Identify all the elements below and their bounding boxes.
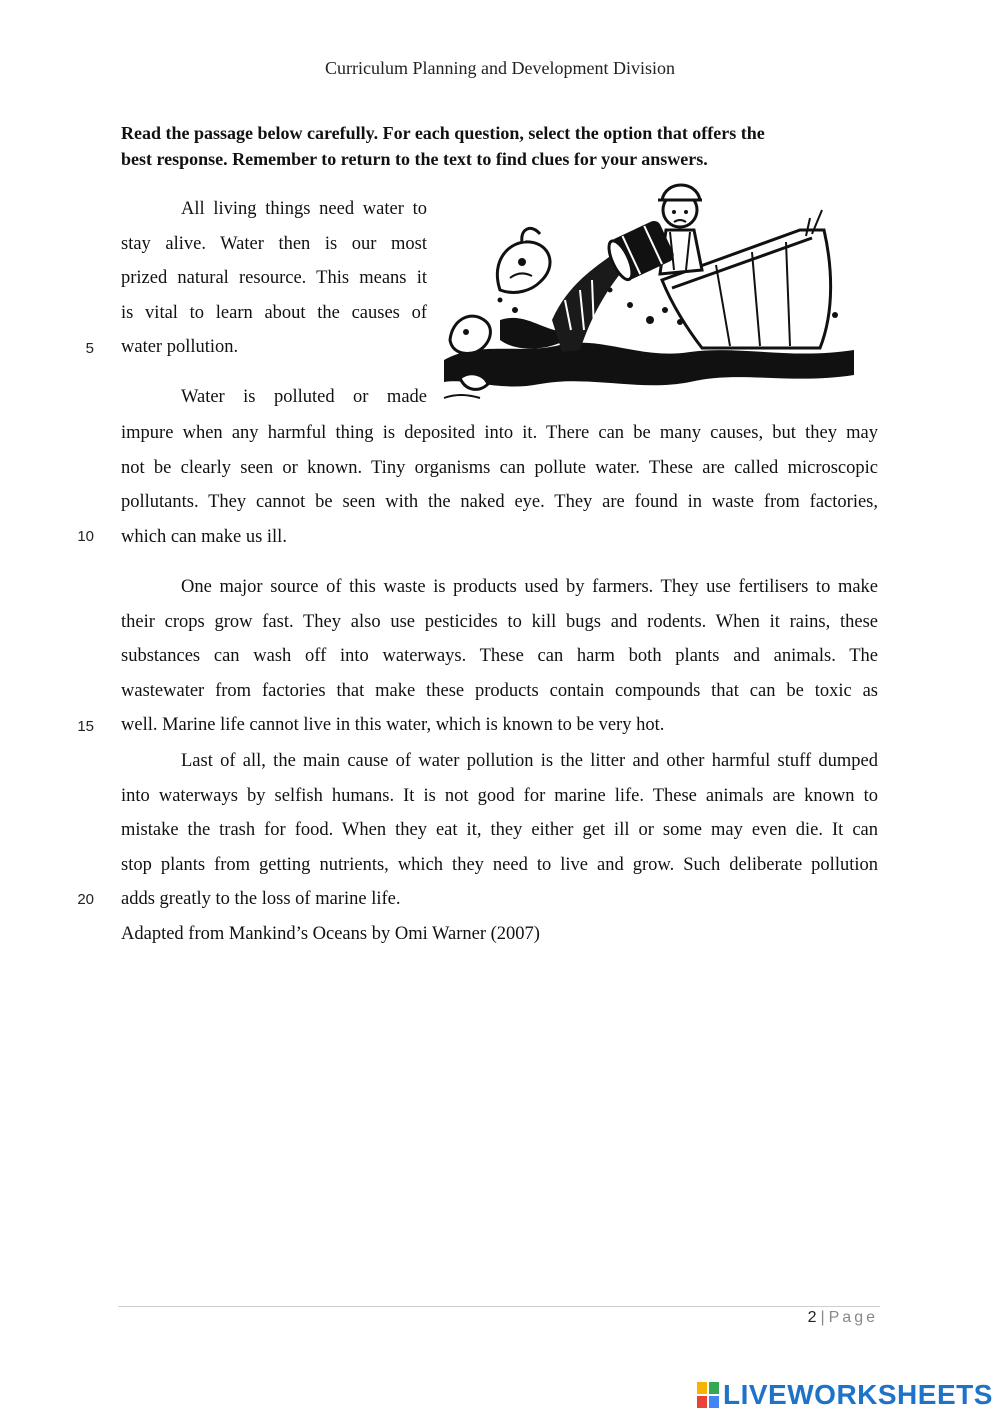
line-number: 15 xyxy=(77,718,94,735)
instructions xyxy=(121,120,881,172)
source-citation: Adapted from Mankind’s Oceans by Omi Warner (2007) xyxy=(121,924,540,944)
text-line: mistake the trash for food. When they eat it, they either get ill or some may even die. It can xyxy=(121,820,878,841)
text-line: pollutants. They cannot be seen with the naked eye. They are found in waste from factories, xyxy=(121,492,878,513)
line-number: 20 xyxy=(77,891,94,908)
liveworksheets-brand[interactable] xyxy=(697,1378,993,1412)
page-header: Curriculum Planning and Development Division xyxy=(325,58,675,78)
brand-name: LIVEWORKSHEETS xyxy=(723,1379,993,1410)
text-line: is vital to learn about the causes of xyxy=(121,302,427,323)
text-line: prized natural resource. This means it xyxy=(121,268,427,289)
page-number xyxy=(808,1309,878,1327)
paragraph-2-start xyxy=(121,380,427,415)
text-line: substances can wash off into waterways. These can harm both plants and animals. The xyxy=(121,646,878,667)
line-number: 10 xyxy=(77,528,94,545)
text-line: All living things need water to xyxy=(181,199,427,219)
footer-divider xyxy=(118,1306,880,1307)
text-line: stay alive. Water then is our most xyxy=(121,233,427,254)
page-number-value: 2 xyxy=(807,1309,817,1326)
page-separator: | xyxy=(820,1309,825,1326)
line-number: 5 xyxy=(85,340,94,357)
text-line: stop plants from getting nutrients, which they need to live and grow. Such deliberate pollution xyxy=(121,854,878,875)
paragraph-4 xyxy=(121,744,878,917)
paragraph-3 xyxy=(121,570,878,743)
text-line: wastewater from factories that make these products contain compounds that can be toxic as xyxy=(121,680,878,701)
pollution-illustration xyxy=(440,170,858,410)
page-word: Page xyxy=(828,1309,878,1326)
liveworksheets-logo-icon xyxy=(697,1382,719,1408)
paragraph-2 xyxy=(121,416,878,554)
text-line: not be clearly seen or known. Tiny organisms can pollute water. These are called microscopic xyxy=(121,457,878,478)
text-line: well. Marine life cannot live in this water, which is known to be very hot. xyxy=(121,715,665,736)
text-line: Water is polluted or made xyxy=(181,387,427,407)
text-line: into waterways by selfish humans. It is not good for marine life. These animals are known to xyxy=(121,785,878,806)
text-line: their crops grow fast. They also use pesticides to kill bugs and rodents. When it rains, these xyxy=(121,611,878,632)
paragraph-1 xyxy=(121,192,427,365)
text-line: Last of all, the main cause of water pollution is the litter and other harmful stuff dumped xyxy=(181,751,878,771)
instructions-line: best response. Remember to return to the text to find clues for your answers. xyxy=(121,149,708,169)
text-line: adds greatly to the loss of marine life. xyxy=(121,889,401,910)
text-line: impure when any harmful thing is deposited into it. There can be many causes, but they may xyxy=(121,423,878,443)
text-line: One major source of this waste is products used by farmers. They use fertilisers to make xyxy=(181,577,878,597)
text-line: water pollution. xyxy=(121,337,239,358)
text-line: which can make us ill. xyxy=(121,526,287,547)
instructions-line: Read the passage below carefully. For each question, select the option that offers the xyxy=(121,123,765,143)
